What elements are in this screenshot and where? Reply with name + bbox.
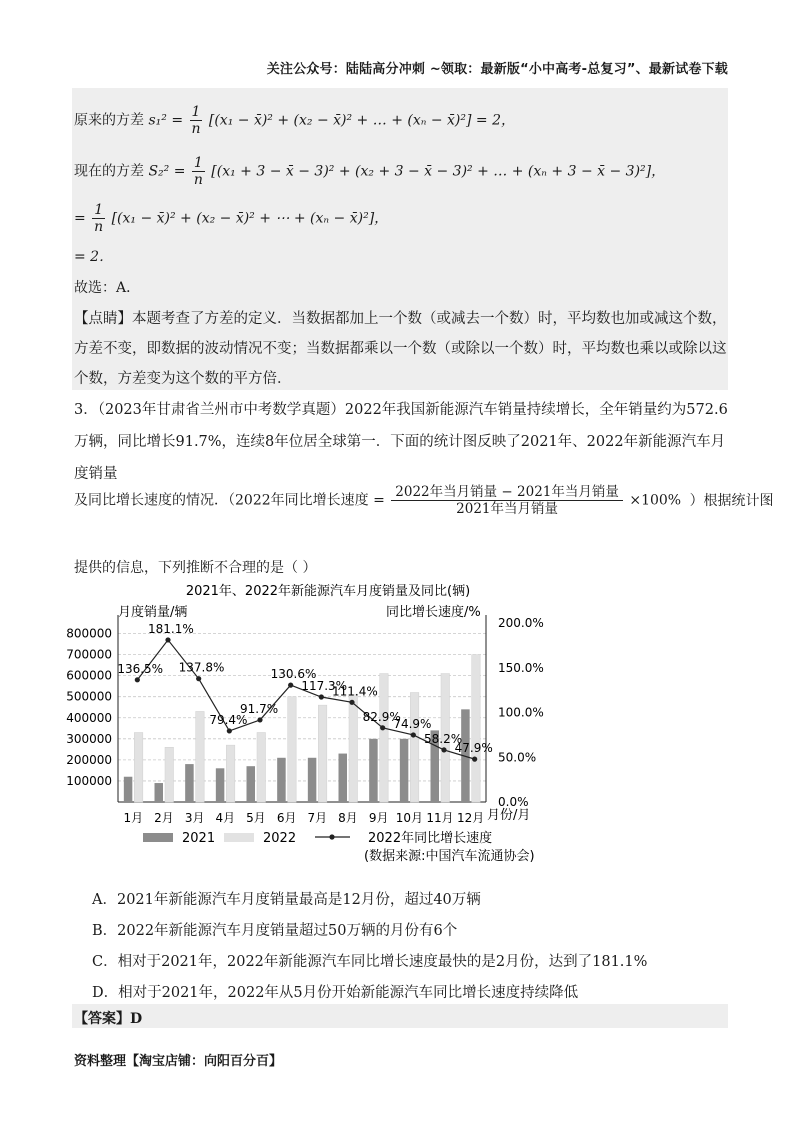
bar-2022	[257, 733, 266, 802]
bar-2022	[410, 692, 419, 802]
bar-2022	[165, 747, 174, 802]
formula-equals: =	[373, 492, 385, 509]
y-tick-label: 200000	[66, 752, 112, 767]
bar-2021	[277, 758, 286, 802]
x-tick-label: 4月	[215, 811, 236, 825]
bar-2022	[196, 711, 205, 802]
x-tick-label: 1月	[123, 811, 144, 825]
growth-point	[257, 717, 262, 722]
growth-data-label: 117.3%	[301, 679, 348, 694]
growth-data-label: 130.6%	[270, 667, 317, 682]
y2-tick-label: 200.0%	[498, 616, 544, 630]
answer-shaded-block	[72, 1004, 728, 1028]
solution-comment: 【点睛】本题考查了方差的定义．当数据都加上一个数（或减去一个数）时，平均数也加或减这个数，方差不变，即数据的波动情况不变；当数据都乘以一个数（或除以一个数）时，平均数也乘以或除以这个数，方差变为这个数的平方倍．	[74, 311, 727, 387]
x-tick-label: 11月	[426, 811, 454, 825]
x-tick-label: 6月	[276, 811, 297, 825]
question-formula-line	[74, 484, 774, 517]
solution-line-3	[74, 202, 388, 235]
bar-2022	[318, 705, 327, 802]
x-tick-label: 8月	[338, 811, 358, 825]
chart-y2label: 同比增长速度/%	[386, 605, 481, 620]
bar-2022	[288, 697, 297, 802]
question-source: （2023年甘肃省兰州市中考数学真题）	[97, 402, 345, 418]
chart-ylabel: 月度销量/辆	[118, 605, 188, 620]
growth-data-label: 137.8%	[178, 660, 225, 675]
chart-xlabel: 月份/月	[487, 808, 531, 823]
y-tick-label: 100000	[66, 773, 112, 788]
line-prefix: =	[74, 210, 91, 227]
y-tick-label: 800000	[66, 626, 112, 641]
solution-line-1	[74, 104, 515, 137]
y2-tick-label: 100.0%	[498, 705, 544, 720]
y2-tick-label: 0.0%	[498, 795, 529, 809]
bar-2021	[247, 766, 256, 802]
growth-point	[135, 677, 140, 682]
option-b: B．2022年新能源汽车月度销量超过50万辆的月份有6个	[92, 923, 458, 939]
legend-swatch-2021	[143, 833, 173, 842]
question-number: 3．	[74, 402, 98, 418]
bar-2021	[339, 754, 348, 802]
chart-source: (数据来源:中国汽车流通协会)	[364, 849, 535, 864]
math-expr: s₁² =	[148, 112, 188, 129]
formula-suffix: ）根据统计图	[689, 492, 774, 509]
line-prefix: 原来的方差	[74, 112, 144, 129]
fraction: $\frac{1}{n}$	[94, 202, 104, 235]
question-prompt: 提供的信息，下列推断不合理的是（ ）	[74, 560, 317, 576]
growth-point	[165, 637, 170, 642]
growth-data-label: 74.9%	[393, 716, 432, 731]
question-body: 2022年我国新能源汽车销量持续增长，全年销量约为572.6万辆，同比增长91.7%，连续8年位居全球第一．下面的统计图反映了2021年、2022年新能源汽车月度销量	[74, 402, 728, 482]
bar-2021	[124, 777, 133, 802]
x-tick-label: 7月	[307, 811, 328, 825]
growth-formula-fraction: $\frac{\text{2022年当月销量 − 2021年当月销量}}{\text{2021年当月销量}}$	[391, 484, 623, 517]
bar-2021	[308, 758, 317, 802]
bar-2022	[380, 674, 389, 802]
growth-data-label: 136.5%	[117, 661, 164, 676]
math-expr: S₂² =	[148, 163, 190, 180]
legend-label-growth: 2022年同比增长速度	[368, 831, 493, 846]
y-tick-label: 300000	[66, 731, 112, 746]
bar-2021	[369, 739, 378, 802]
growth-data-label: 181.1%	[148, 621, 194, 636]
growth-data-label: 91.7%	[240, 701, 279, 716]
fraction: $\frac{1}{n}$	[191, 104, 201, 137]
math-body: [(x₁ − x̄)² + (x₂ − x̄)² + ⋯ + (xₙ − x̄)²]，	[111, 210, 389, 227]
legend-line-marker	[329, 834, 334, 839]
bar-2021	[155, 783, 164, 802]
legend-label-2022: 2022	[263, 831, 297, 846]
growth-data-label: 111.4%	[332, 684, 378, 699]
x-tick-label: 5月	[246, 811, 266, 825]
y-tick-label: 600000	[66, 668, 112, 683]
x-tick-label: 3月	[184, 811, 205, 825]
line-prefix: 现在的方差	[74, 163, 144, 180]
growth-data-label: 58.2%	[424, 731, 463, 746]
page-footer: 资料整理【淘宝店铺：向阳百分百】	[74, 1054, 283, 1069]
bar-2021	[400, 739, 409, 802]
growth-point	[411, 732, 416, 737]
formula-multiplier: ×100%	[629, 492, 682, 509]
legend-label-2021: 2021	[182, 831, 216, 846]
growth-point	[288, 683, 293, 688]
growth-point	[227, 728, 232, 733]
x-tick-label: 2月	[154, 811, 174, 825]
bar-2022	[349, 695, 358, 802]
solution-line-2	[74, 155, 665, 188]
growth-point	[319, 694, 324, 699]
bar-2021	[216, 768, 225, 802]
math-body: [(x₁ − x̄)² + (x₂ − x̄)² + … + (xₙ − x̄)²] = 2，	[208, 112, 516, 129]
bar-2022	[226, 745, 235, 802]
x-tick-label: 10月	[395, 811, 423, 825]
fraction: $\frac{1}{n}$	[193, 155, 203, 188]
option-a: A．2021年新能源汽车月度销量最高是12月份，超过40万辆	[92, 892, 481, 908]
formula-prefix: 及同比增长速度的情况．（2022年同比增长速度	[74, 492, 369, 509]
growth-point	[196, 676, 201, 681]
bar-2021	[185, 764, 194, 802]
bar-2022	[134, 733, 143, 802]
growth-data-label: 47.9%	[454, 741, 493, 756]
growth-point	[380, 725, 385, 730]
legend-swatch-2022	[224, 833, 254, 842]
x-tick-label: 12月	[457, 811, 485, 825]
y-tick-label: 500000	[66, 689, 112, 704]
y2-tick-label: 150.0%	[498, 660, 544, 675]
solution-choice: 故选：A．	[74, 280, 141, 296]
growth-point	[441, 747, 446, 752]
growth-point	[472, 757, 477, 762]
chart-title: 2021年、2022年新能源汽车月度销量及同比(辆)	[185, 584, 471, 599]
growth-data-label: 82.9%	[362, 709, 401, 724]
y-tick-label: 700000	[66, 647, 112, 662]
y2-tick-label: 50.0%	[498, 750, 537, 765]
solution-line-4: = 2．	[74, 249, 114, 265]
page-header: 关注公众号：陆陆高分冲刺 ~领取：最新版“小中高考-总复习”、最新试卷下载	[266, 62, 728, 77]
y-tick-label: 400000	[66, 710, 112, 725]
option-c: C．相对于2021年，2022年新能源汽车同比增长速度最快的是2月份，达到了181.1%	[92, 954, 648, 970]
option-d: D．相对于2021年，2022年从5月份开始新能源汽车同比增长速度持续降低	[92, 985, 579, 1001]
growth-data-label: 79.4%	[209, 712, 248, 727]
math-body: [(x₁ + 3 − x̄ − 3)² + (x₂ + 3 − x̄ − 3)² + … + (xₙ + 3 − x̄ − 3)²]，	[211, 163, 666, 180]
question-text	[74, 394, 728, 490]
bar-2022	[472, 655, 481, 802]
growth-point	[349, 700, 354, 705]
sales-chart	[0, 575, 800, 875]
answer: 【答案】D	[74, 1011, 143, 1027]
x-tick-label: 9月	[368, 811, 389, 825]
